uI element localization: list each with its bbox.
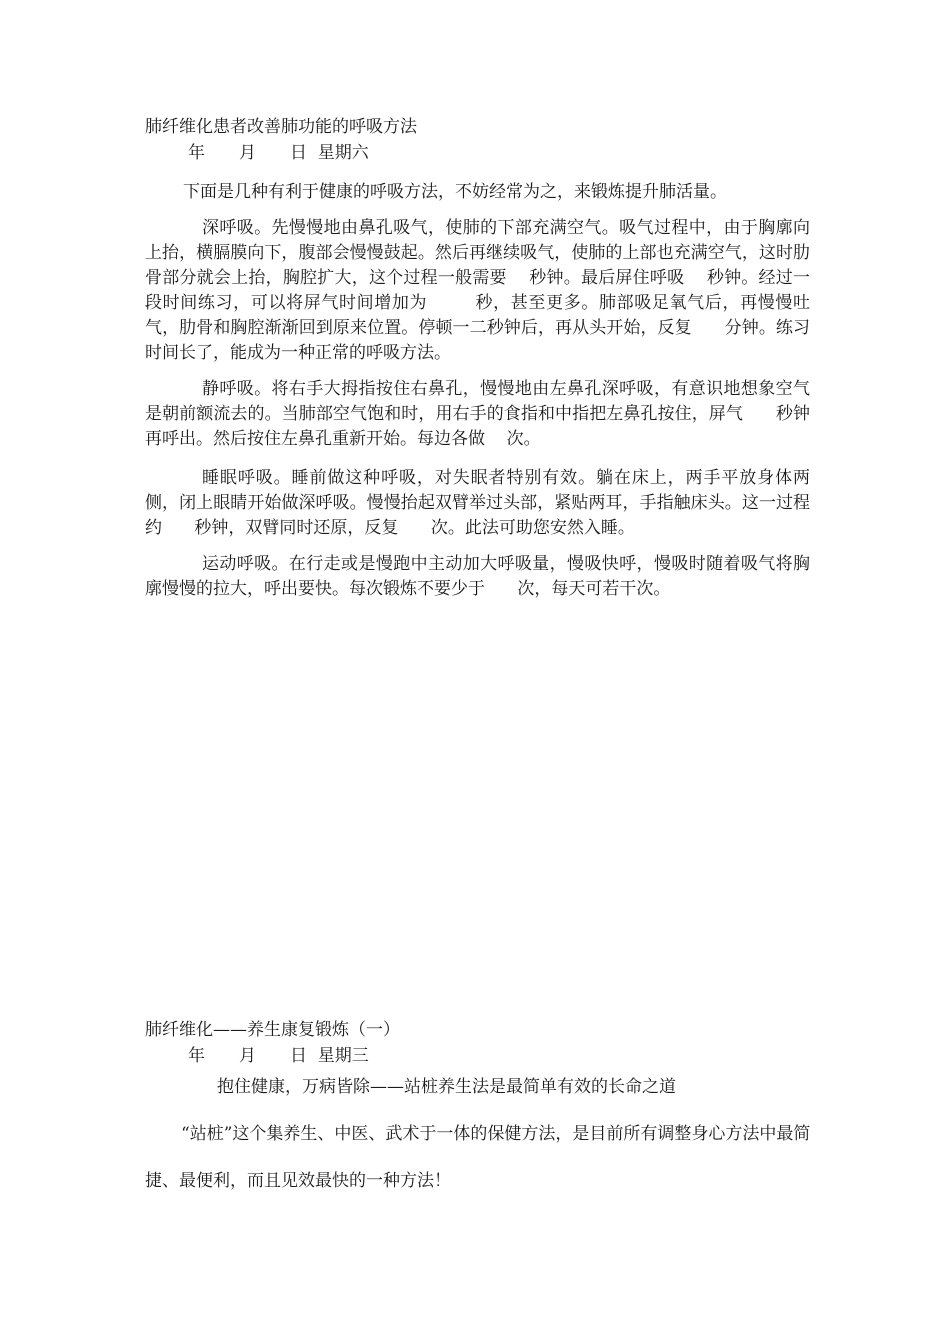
article-body-paragraph: “站桩”这个集养生、中医、武术于一体的保健方法，是目前所有调整身心方法中最简捷、最便利，而且见效最快的一种方法！ xyxy=(145,1124,811,1191)
article-title: 肺纤维化患者改善肺功能的呼吸方法 xyxy=(145,117,417,137)
article-subtitle: 抱住健康，万病皆除——站桩养生法是最简单有效的长命之道 xyxy=(217,1077,676,1097)
article-title: 肺纤维化——养生康复锻炼（一） xyxy=(145,1020,400,1040)
article-lead-paragraph: 下面是几种有利于健康的呼吸方法，不妨经常为之，来锻炼提升肺活量。 xyxy=(183,182,727,202)
paragraph-exercise-breathing: 运动呼吸。在行走或是慢跑中主动加大呼吸量，慢吸快呼，慢吸时随着吸气将胸廓慢慢的拉大，呼出要快。每次锻炼不要少于 次，每天可若干次。 xyxy=(145,554,810,599)
paragraph-quiet-breathing: 静呼吸。将右手大拇指按住右鼻孔，慢慢地由左鼻孔深呼吸，有意识地想象空气是朝前额流去的。当肺部空气饱和时，用右手的食指和中指把左鼻孔按住，屏气 秒钟再呼出。然后按住左鼻孔重新开始。每边各做 次。 xyxy=(145,379,810,449)
article-dateline: 年 月 日 星期六 xyxy=(188,143,369,163)
paragraph-sleep-breathing: 睡眠呼吸。睡前做这种呼吸，对失眠者特别有效。躺在床上，两手平放身体两侧，闭上眼睛开始做深呼吸。慢慢抬起双臂举过头部，紧贴两耳，手指触床头。这一过程约 秒钟，双臂同时还原，反复 次。此法可助您安然入睡。 xyxy=(145,468,810,538)
paragraph-deep-breathing: 深呼吸。先慢慢地由鼻孔吸气，使肺的下部充满空气。吸气过程中，由于胸廓向上抬，横膈膜向下，腹部会慢慢鼓起。然后再继续吸气，使肺的上部也充满空气，这时肋骨部分就会上抬，胸腔扩大，这个过程一般需要 秒钟。最后屏住呼吸 秒钟。经过一段时间练习，可以将屏气时间增加为 秒，甚至更多。肺部吸足氧气后，再慢慢吐气，肋骨和胸腔渐渐回到原来位置。停顿一二秒钟后，再从头开始，反复 分钟。练习时间长了，能成为一种正常的呼吸方法。 xyxy=(145,218,810,363)
article-dateline: 年 月 日 星期三 xyxy=(188,1046,369,1066)
